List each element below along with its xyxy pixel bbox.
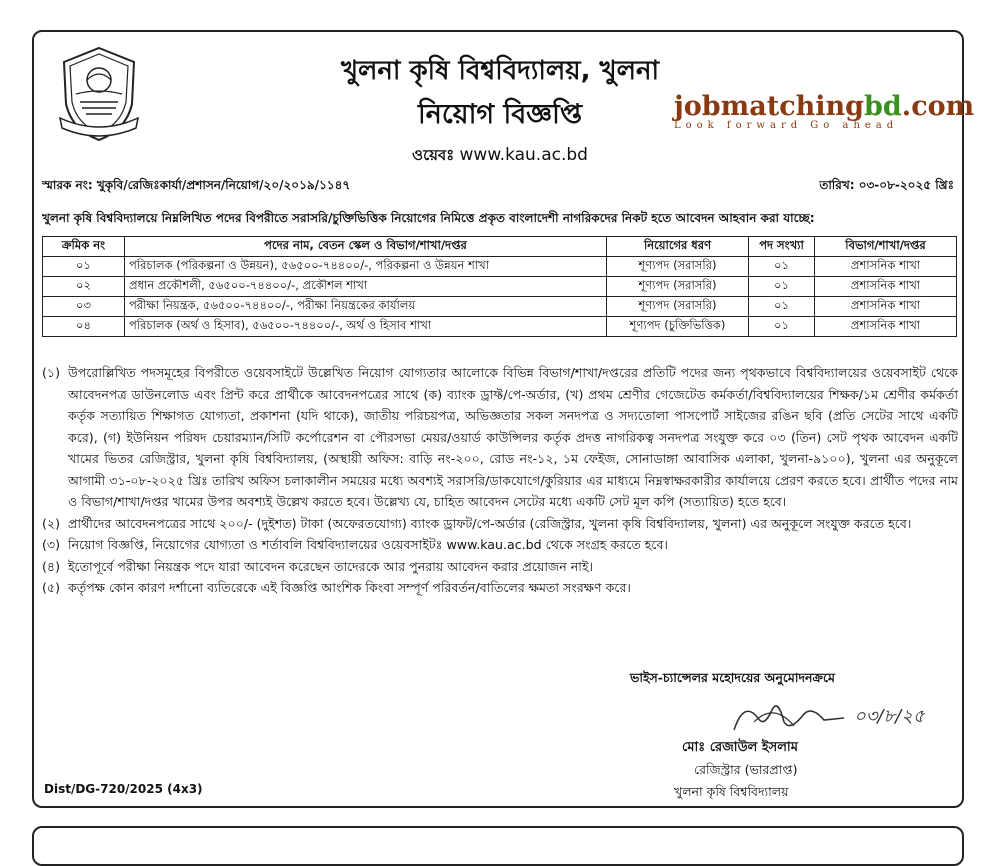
clause-text: ইতোপূর্বে পরীক্ষা নিয়ন্ত্রক পদে যারা আবেদন করেছেন তাদেরকে আর পুনরায় আবেদন করার প্রয়োজন নাই। [68,558,594,574]
memo-number: স্মারক নং: খুকৃবি/রেজিঃকার্যা/প্রশাসন/নিয়োগ/২০/২০১৯/১১৪৭ [42,178,351,192]
clause-number: (১) [42,365,60,380]
cell-serial: ০৪ [43,317,125,337]
notice-sheet [32,30,975,808]
cell-post: পরীক্ষা নিয়ন্ত্রক, ৫৬৫০০-৭৪৪০০/-, পরীক্ষা নিয়ন্ত্রকের কার্যালয় [125,297,607,317]
header-count: পদ সংখ্যা [749,237,815,257]
notice-date: তারিখ: ০৩-০৮-২০২৫ খ্রিঃ [819,178,954,192]
cell-dept: প্রশাসনিক শাখা [815,277,957,297]
clause-item [42,577,958,599]
cell-post: প্রধান প্রকৌশলী, ৫৬৫০০-৭৪৪০০/-, প্রকৌশল শাখা [125,277,607,297]
header-serial: ক্রমিক নং [43,237,125,257]
cell-type: শূণ্যপদ (চুক্তিভিত্তিক) [607,317,749,337]
cell-dept: প্রশাসনিক শাখা [815,317,957,337]
table-row [43,277,957,297]
next-notice-sheet [32,826,964,866]
approval-line: ভাইস-চ্যান্সেলর মহোদয়ের অনুমোদনক্রমে [630,670,835,685]
cell-serial: ০১ [43,257,125,277]
website-url[interactable]: www.kau.ac.bd [459,145,588,165]
cell-dept: প্রশাসনিক শাখা [815,297,957,317]
clause-number: (৩) [42,537,61,552]
clause-item [42,362,958,513]
clause-number: (২) [42,515,61,531]
signature-date: ০৩/৮/২৫ [854,706,925,727]
notice-title: নিয়োগ বিজ্ঞপ্তি [417,99,583,130]
watermark-brand-main: jobmatching [674,91,865,122]
website-line [34,144,966,169]
table-header-row [43,237,957,257]
watermark-brand-mid: bd [864,91,902,122]
signer-name: মোঃ রেজাউল ইসলাম [682,740,798,755]
clause-text: প্রার্থীদের আবেদনপত্রের সাথে ২০০/- (দুইশত) টাকা (অফেরতযোগ্য) ব্যাংক ড্রাফট/পে-অর্ডার (রেজিস্ট্রার, খুলনা কৃষি বিশ্ববিদ্যালয়, খুলনা) এর অনুকূলে সংযুক্ত করতে হবে। [68,515,912,531]
signer-title: রেজিস্ট্রার (ভারপ্রাপ্ত) [694,762,798,777]
signer-organization: খুলনা কৃষি বিশ্ববিদ্যালয় [674,784,789,799]
website-label: ওয়েবঃ [412,146,455,164]
header-type: নিয়োগের ধরণ [607,237,749,257]
table-row [43,297,957,317]
clause-number: (৫) [42,580,60,595]
header-post: পদের নাম, বেতন স্কেল ও বিভাগ/শাখা/দপ্তর [125,237,607,257]
clause-text: নিয়োগ বিজ্ঞপ্তি, নিয়োগের যোগ্যতা ও শর্তাবলি বিশ্ববিদ্যালয়ের ওয়েবসাইটঃ www.kau.ac.bd থেকে সংগ্রহ করতে হবে। [68,537,668,552]
university-name: খুলনা কৃষি বিশ্ববিদ্যালয়, খুলনা [340,56,660,86]
distribution-code: Dist/DG-720/2025 (4x3) [44,782,203,796]
watermark-brand-tld: .com [901,91,975,122]
table-row [43,257,957,277]
cell-count: ০১ [749,317,815,337]
cell-type: শূণ্যপদ (সরাসরি) [607,297,749,317]
cell-serial: ০৩ [43,297,125,317]
clause-text: কর্তৃপক্ষ কোন কারণ দর্শানো ব্যতিরেকে এই বিজ্ঞপ্তি আংশিক কিংবা সম্পূর্ণ পরিবর্তন/বাতিলের ক্ষমতা সংরক্ষণ করে। [68,580,631,595]
clause-item [42,513,958,535]
cell-count: ০১ [749,277,815,297]
clause-text: উপরোল্লিখিত পদসমূহের বিপরীতে ওয়েবসাইটে উল্লেখিত নিয়োগ যোগ্যতার আলোকে বিভিন্ন বিভাগ/শাখা/দপ্তরের প্রতিটি পদের জন্য পৃথকভাবে বিশ্ববিদ্যালয়ের ওয়েবসাইট থেকে আবেদনপত্র ডাউনলোড এবং প্রিন্ট করে প্রার্থীকে আবেদনপত্রের সাথে (ক) ব্যাংক ড্রাফ্ট/পে-অর্ডার, (খ) প্রথম শ্রেণীর গেজেটেড কর্মকর্তা/বিশ্ববিদ্যালয়ের শিক্ষক/১ম শ্রেণীর কর্মকর্তা কর্তৃক সত্যায়িত শিক্ষাগত যোগ্যতা, প্রকাশনা (যদি থাকে), জাতীয় পরিচয়পত্র, অভিজ্ঞতার সকল সনদপত্র ও সদ্যতোলা পাসপোর্ট সাইজের রঙিন ছবি (প্রতি সেটের সাথে একটি করে), (গ) ইউনিয়ন পরিষদ চেয়ারম্যান/সিটি কর্পোরেশন বা পৌরসভা মেয়র/ওয়ার্ড কাউন্সিলর কর্তৃক প্রদত্ত নাগরিকত্ব সনদপত্র সংযুক্ত করে ০৩ (তিন) সেট পৃথক আবেদন একটি খামের ভিতর রেজিস্ট্রার, খুলনা কৃষি বিশ্ববিদ্যালয়, (অস্থায়ী অফিস: বাড়ি নং-২০০, রোড নং-১২, ১ম ফেইজ, সোনাডাঙ্গা আবাসিক এলাকা, খুলনা-৯১০০), খুলনা এর অনুকূলে আগামী ৩১-০৮-২০২৫ খ্রিঃ তারিখ অফিস চলাকালীন সময়ের মধ্যে অবশ্যই সরাসরি/ডাকযোগে/কুরিয়ার এর মাধ্যমে নিম্নস্বাক্ষরকারীর কার্যালয়ে প্রেরণ করতে হবে। প্রার্থীত পদের নাম ও বিভাগ/শাখা/দপ্তর খামের উপর অবশ্যই উল্লেখ করতে হবে। উল্লেখ্য যে, চাহিত আবেদন সেটের মধ্যে একটি সেট মূল কপি (সত্যায়িত) হতে হবে। [68,365,958,509]
cell-serial: ০২ [43,277,125,297]
cell-type: শূণ্যপদ (সরাসরি) [607,277,749,297]
signature [714,692,954,742]
watermark-tagline: Look forward Go ahead [674,120,899,131]
clause-item [42,556,958,578]
jobmatchingbd-watermark [674,91,975,131]
cell-post: পরিচালক (অর্থ ও হিসাব), ৫৬৫০০-৭৪৪০০/-, অর্থ ও হিসাব শাখা [125,317,607,337]
cell-count: ০১ [749,297,815,317]
clause-item [42,534,958,556]
cell-post: পরিচালক (পরিকল্পনা ও উন্নয়ন), ৫৬৫০০-৭৪৪০০/-, পরিকল্পনা ও উন্নয়ন শাখা [125,257,607,277]
cell-dept: প্রশাসনিক শাখা [815,257,957,277]
vacancy-table [42,236,957,337]
table-row [43,317,957,337]
header-dept: বিভাগ/শাখা/দপ্তর [815,237,957,257]
intro-text: খুলনা কৃষি বিশ্ববিদ্যালয়ে নিম্নলিখিত পদের বিপরীতে সরাসরি/চুক্তিভিত্তিক নিয়োগের নিমিত্তে প্রকৃত বাংলাদেশী নাগরিকদের নিকট হতে আবেদন আহবান করা যাচ্ছে: [42,211,815,225]
clause-number: (৪) [42,558,60,574]
cell-type: শূণ্যপদ (সরাসরি) [607,257,749,277]
clauses-list [42,362,958,599]
cell-count: ০১ [749,257,815,277]
